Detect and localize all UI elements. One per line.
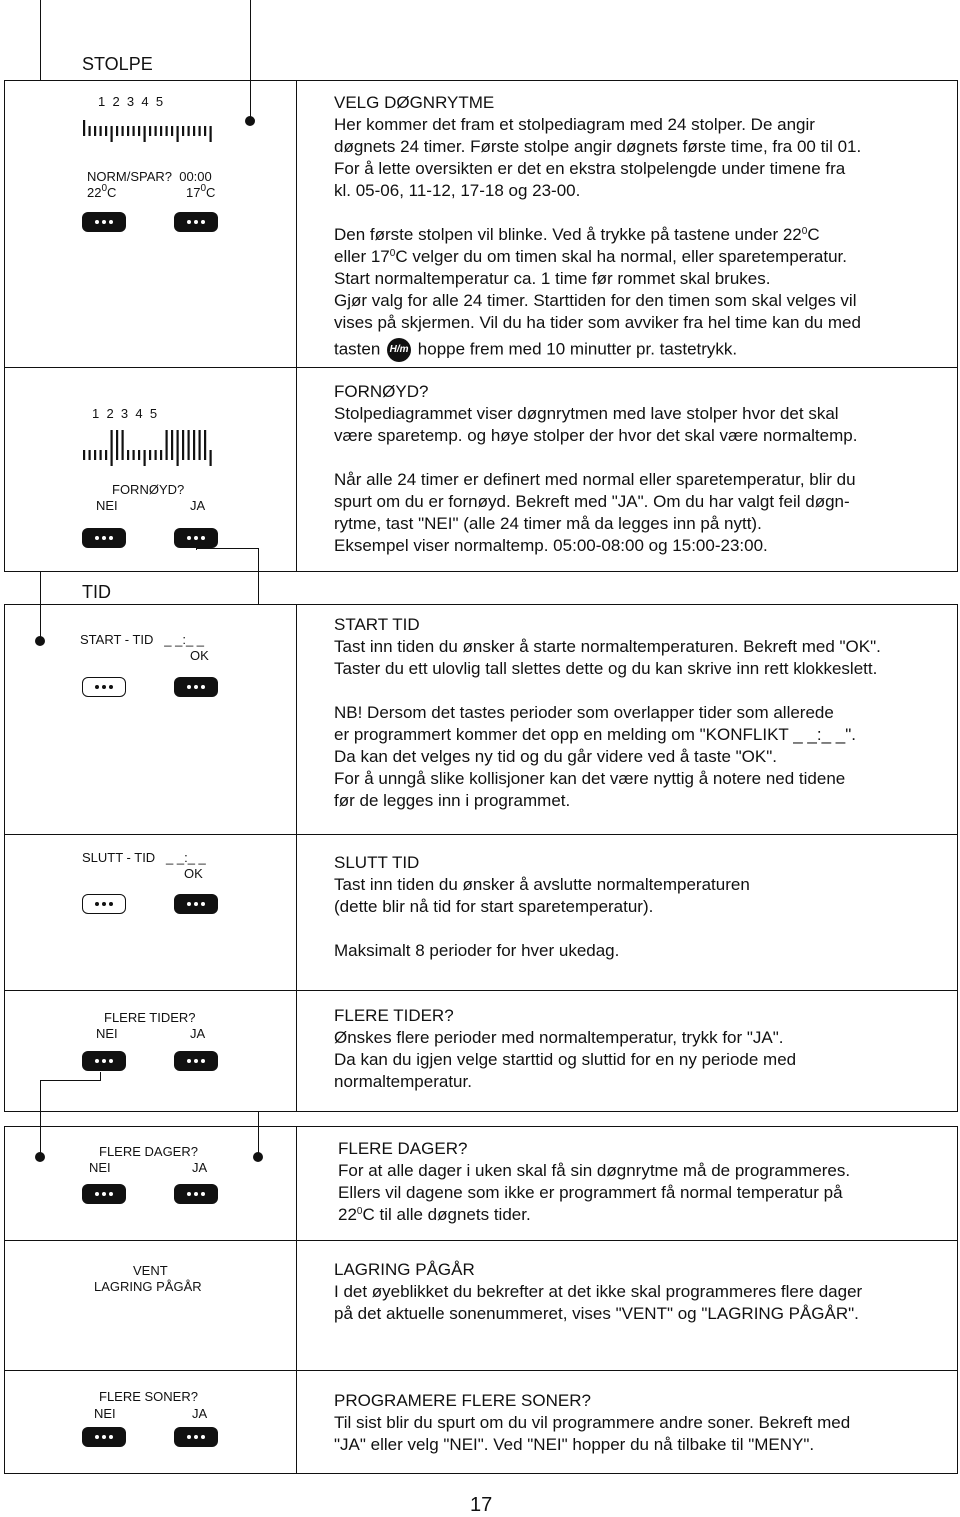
connector-line [40, 1080, 41, 1156]
connector-dot [245, 116, 255, 126]
lcd-bar-numbers: 1 2 3 4 5 [92, 406, 158, 421]
row-divider [4, 834, 958, 835]
step-title: FLERE DAGER? [338, 1139, 468, 1158]
hour-bar-23 [210, 126, 212, 142]
hour-bar-1 [89, 450, 91, 460]
ok-button[interactable] [174, 677, 218, 697]
lcd-norm-spar-line: NORM/SPAR? 00:00 [87, 169, 212, 184]
hour-bar-14 [160, 126, 162, 136]
no-button[interactable] [82, 1184, 126, 1204]
hour-bar-3 [100, 450, 102, 460]
lcd-bar-chart [80, 108, 220, 152]
connector-line [40, 572, 41, 640]
lcd-question: FORNØYD? [112, 482, 185, 497]
yes-button[interactable] [174, 1051, 218, 1071]
hour-bar-16 [171, 126, 173, 136]
hour-bar-17 [177, 430, 179, 466]
hour-bar-11 [144, 450, 146, 466]
ok-button[interactable] [174, 894, 218, 914]
lcd-question: FLERE DAGER? [99, 1144, 198, 1159]
hour-bar-18 [182, 126, 184, 136]
connector-dot [35, 636, 45, 646]
hour-bar-14 [160, 450, 162, 460]
row-divider [4, 1240, 958, 1241]
hour-bar-11 [144, 126, 146, 142]
description-flere-tider: FLERE TIDER? Ønskes flere perioder med normaltemperatur, trykk for "JA". Da kan du igjen velge starttid og sluttid for en ny periode med normaltemperatur. [334, 1005, 954, 1093]
connector-line [40, 0, 41, 80]
connector-line [250, 0, 251, 120]
step-title: START TID [334, 615, 420, 634]
hour-bar-19 [188, 430, 190, 460]
column-divider [296, 1126, 297, 1474]
hour-bar-3 [100, 126, 102, 136]
hour-bar-2 [94, 126, 96, 136]
keypad-button-right[interactable] [174, 212, 218, 232]
hour-bar-16 [171, 430, 173, 460]
paragraph: Den første stolpen vil blinke. Ved å trykke på tastene under $22^0C$ eller $17^0C$ velger du om timen skal ha normal, eller sparetemperatur. Start normaltemperatur ca. 1 time før rommet skal brukes. Gjør valg for alle 24 timer. Starttiden for den timen som skal velges vil vises på skjermen. Vil du ha tider som avviker fra hel time kan du med tasten H/m hoppe frem med 10 minutter pr. tastetrykk. [334, 224, 954, 362]
hour-bar-21 [199, 430, 201, 460]
lcd-lagring: LAGRING PÅGÅR [94, 1279, 202, 1294]
hour-bar-10 [138, 450, 140, 460]
connector-line [100, 1072, 101, 1081]
hour-bar-5 [111, 126, 113, 142]
hour-bar-19 [188, 126, 190, 136]
lcd-bar-chart [80, 424, 220, 474]
hour-bar-20 [193, 430, 195, 460]
lcd-bar-numbers: 1 2 3 4 5 [98, 94, 164, 109]
hour-bar-15 [166, 430, 168, 460]
yes-button[interactable] [174, 1184, 218, 1204]
hour-bar-8 [127, 126, 129, 136]
hour-bar-20 [193, 126, 195, 136]
keypad-button-left[interactable] [82, 212, 126, 232]
column-divider [296, 604, 297, 1112]
hour-bar-23 [210, 450, 212, 466]
hour-bar-13 [155, 126, 157, 136]
lcd-option-no: NEI [94, 1406, 116, 1421]
lcd-vent: VENT [133, 1263, 168, 1278]
hour-bar-4 [105, 450, 107, 460]
hour-bar-7 [122, 430, 124, 460]
lcd-temp-spar: $17^0C$ [186, 183, 216, 200]
section-heading-stolpe: STOLPE [82, 54, 153, 74]
step-title: PROGRAMERE FLERE SONER? [334, 1391, 591, 1410]
connector-line [40, 1080, 100, 1081]
hour-bar-13 [155, 450, 157, 460]
lcd-start-tid: START - TID _ _:_ _ [80, 632, 205, 647]
lcd-option-no: NEI [96, 1026, 118, 1041]
column-divider [296, 80, 297, 572]
step-title: SLUTT TID [334, 853, 420, 872]
hour-bar-21 [199, 126, 201, 136]
lcd-option-no: NEI [96, 498, 118, 513]
hour-bar-6 [116, 430, 118, 460]
description-flere-dager: FLERE DAGER? For at alle dager i uken skal få sin døgnrytme må de programmeres. Ellers vil dagene som ikke er programmert få normal temperatur på $22^0C$ til alle døgnets tider. [338, 1138, 954, 1226]
keypad-button-left[interactable] [82, 677, 126, 697]
hour-bar-5 [111, 430, 113, 466]
hour-bar-12 [149, 450, 151, 460]
yes-button[interactable] [174, 1427, 218, 1447]
step-title: VELG DØGNRYTME [334, 93, 495, 112]
hour-bar-17 [177, 126, 179, 142]
connector-line [258, 1112, 259, 1156]
lcd-option-yes: JA [190, 498, 206, 513]
hour-bar-7 [122, 126, 124, 136]
description-flere-soner: PROGRAMERE FLERE SONER? Til sist blir du spurt om du vil programmere andre soner. Bekreft med "JA" eller velg "NEI". Ved "NEI" hopper du nå tilbake til "MENY". [334, 1390, 954, 1456]
lcd-ok: OK [190, 648, 209, 663]
keypad-button-left[interactable] [82, 894, 126, 914]
paragraph: Her kommer det fram et stolpediagram med 24 stolper. De angir døgnets 24 timer. Første stolpe angir døgnets første time, fra 00 til 01. For å lette oversikten er det en ekstra stolpelengde under timene fra kl. 05-06, 11-12, 17-18 og 23-00. [334, 115, 862, 200]
hour-minute-key-icon: H/m [387, 338, 411, 362]
lcd-option-yes: JA [192, 1406, 208, 1421]
connector-line [196, 548, 258, 549]
hour-bar-10 [138, 126, 140, 136]
no-button[interactable] [82, 528, 126, 548]
hour-bar-8 [127, 450, 129, 460]
lcd-question: FLERE SONER? [99, 1389, 198, 1404]
description-slutt-tid: SLUTT TID Tast inn tiden du ønsker å avslutte normaltemperaturen (dette blir nå tid for start sparetemperatur). Maksimalt 8 perioder for hver ukedag. [334, 852, 954, 962]
yes-button[interactable] [174, 528, 218, 548]
hour-bar-18 [182, 430, 184, 460]
hour-bar-15 [166, 126, 168, 136]
description-start-tid: START TID Tast inn tiden du ønsker å starte normaltemperaturen. Bekreft med "OK". Taster du ett ulovlig tall slettes dette og du kan skrive inn rett klokkeslett. NB! Dersom det tastes perioder som overlapper tider som allerede er programmert kommer det opp en melding om "KONFLIKT _ _:_ _". Da kan det velges ny tid og du går videre ved å taste "OK". For å unngå slike kollisjoner kan det være nyttig å notere ned tidene før de legges inn i programmet. [334, 614, 954, 812]
step-title: LAGRING PÅGÅR [334, 1260, 475, 1279]
hour-bar-22 [204, 430, 206, 460]
lcd-slutt-tid: SLUTT - TID _ _:_ _ [82, 850, 206, 865]
connector-dot [35, 1152, 45, 1162]
lcd-option-no: NEI [89, 1160, 111, 1175]
step-title: FLERE TIDER? [334, 1006, 454, 1025]
connector-line [258, 548, 259, 604]
row-divider [4, 990, 958, 991]
description-fornoyd: FORNØYD? Stolpediagrammet viser døgnrytmen med lave stolper hvor det skal være sparetemp. og høye stolper der hvor det skal være normaltemp. Når alle 24 timer er definert med normal eller sparetemperatur, blir du spurt om du er fornøyd. Bekreft med "JA". Om du har valgt feil døgn- rytme, tast "NEI" (alle 24 timer må da legges inn på nytt). Eksempel viser normaltemp. 05:00-08:00 og 15:00-23:00. [334, 381, 954, 557]
no-button[interactable] [82, 1427, 126, 1447]
description-velg-dognrytme [334, 92, 954, 362]
hour-bar-4 [105, 126, 107, 136]
lcd-option-yes: JA [192, 1160, 208, 1175]
hour-bar-0 [83, 120, 85, 136]
page-number: 17 [470, 1494, 493, 1516]
hour-bar-9 [133, 126, 135, 136]
hour-bar-22 [204, 126, 206, 136]
hour-bar-2 [94, 450, 96, 460]
hour-bar-6 [116, 126, 118, 136]
lcd-temp-normal: $22^0C$ [87, 183, 117, 200]
no-button[interactable] [82, 1051, 126, 1071]
hour-bar-1 [89, 126, 91, 136]
lcd-question: FLERE TIDER? [104, 1010, 196, 1025]
lcd-ok: OK [184, 866, 203, 881]
step-title: FORNØYD? [334, 382, 429, 401]
hour-bar-9 [133, 450, 135, 460]
hour-bar-0 [83, 450, 85, 460]
row-divider [4, 1370, 958, 1371]
description-lagring: LAGRING PÅGÅR I det øyeblikket du bekrefter at det ikke skal programmeres flere dager på det aktuelle sonenummeret, vises "VENT" og "LAGRING PÅGÅR". [334, 1259, 954, 1325]
connector-dot [253, 1152, 263, 1162]
section-heading-tid: TID [82, 582, 111, 602]
hour-bar-12 [149, 126, 151, 136]
row-divider [4, 367, 958, 368]
lcd-option-yes: JA [190, 1026, 206, 1041]
